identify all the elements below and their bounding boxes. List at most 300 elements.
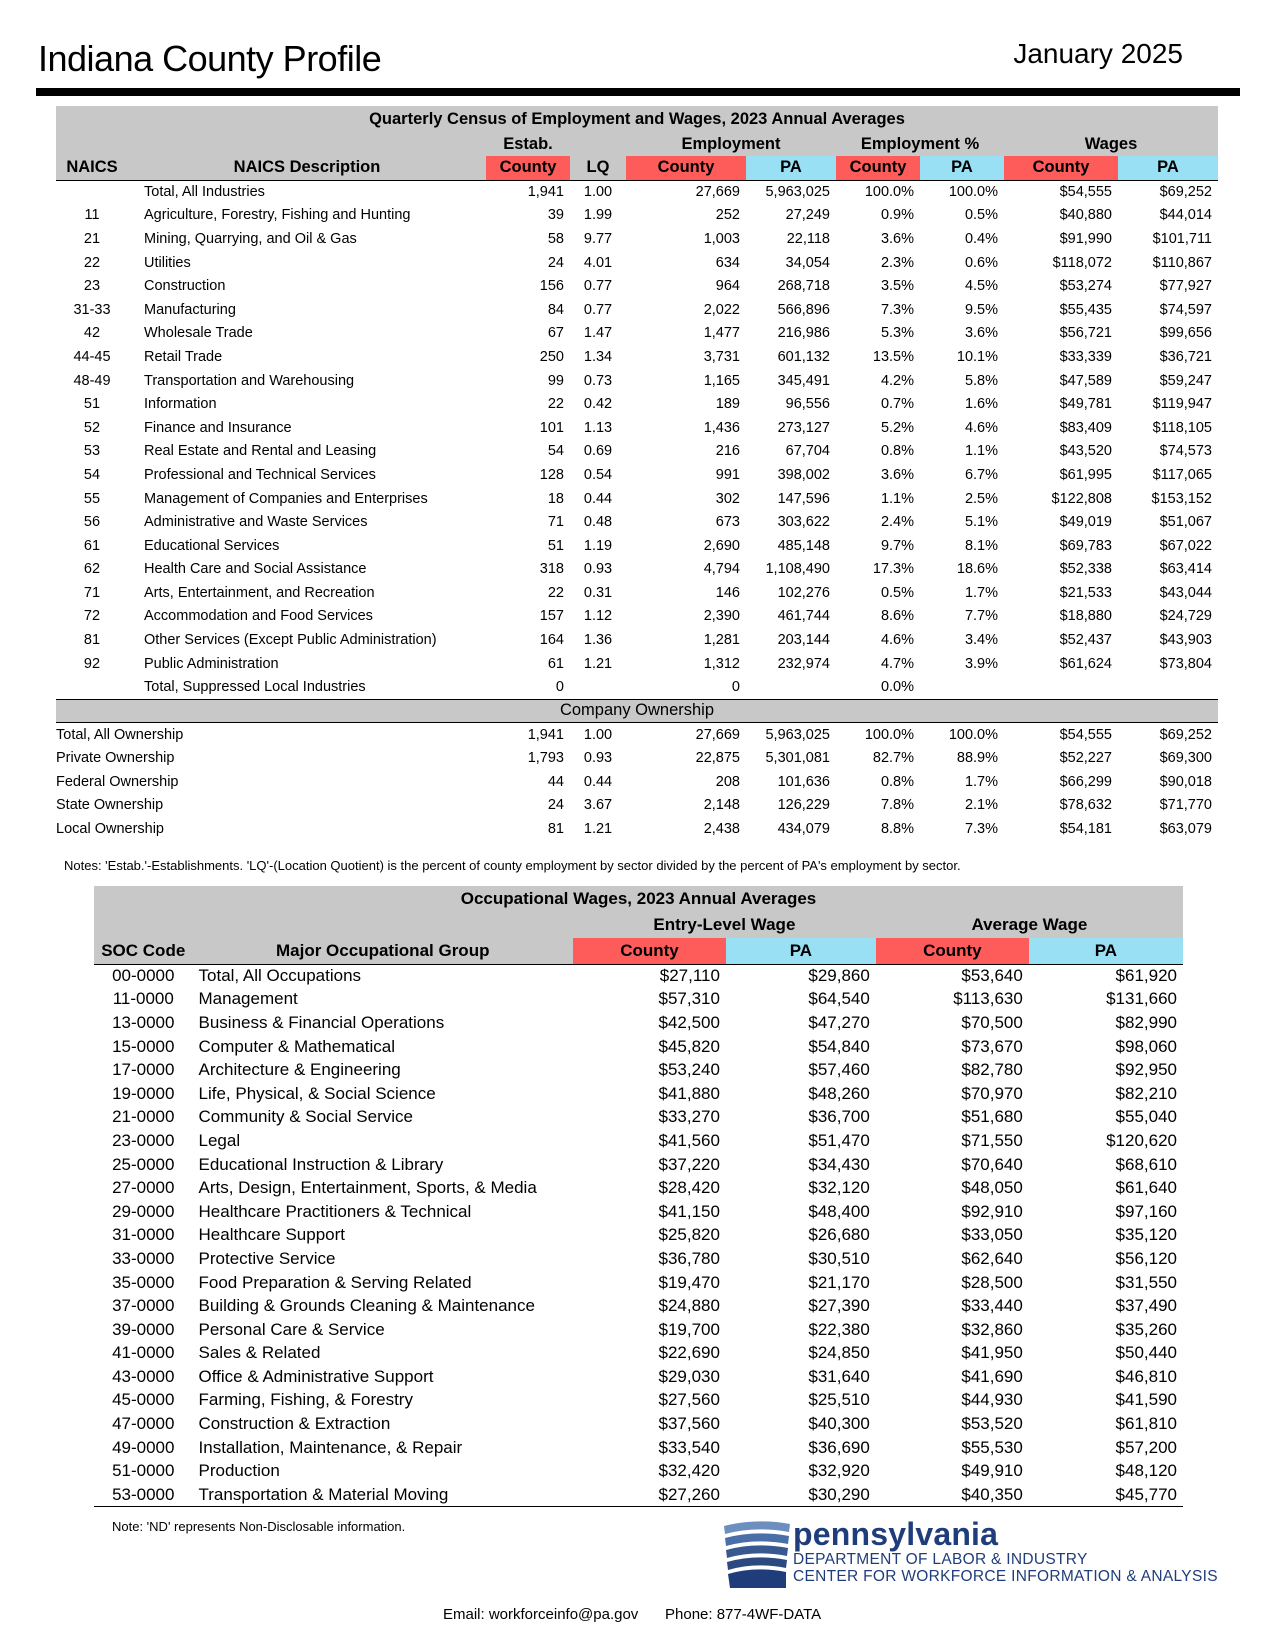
wages-county: $61,624 <box>1059 655 1112 672</box>
wages-pa: $69,252 <box>1159 184 1212 201</box>
average-pa: $56,120 <box>1115 1248 1177 1268</box>
entry-pa: $30,510 <box>808 1248 870 1268</box>
naics-code: 62 <box>83 561 101 578</box>
average-county: $70,970 <box>961 1083 1023 1103</box>
average-pa: $98,060 <box>1115 1036 1177 1056</box>
soc-code: 49-0000 <box>112 1437 175 1457</box>
qcew-title: Quarterly Census of Employment and Wages, 2023 Annual Averages <box>56 106 1218 132</box>
estab-county: 51 <box>547 537 564 554</box>
employment-county: 208 <box>715 773 740 790</box>
employment-county: 1,165 <box>703 372 740 389</box>
entry-pa: $54,840 <box>808 1036 870 1056</box>
entry-pa: $30,290 <box>726 1483 876 1507</box>
entry-county: $19,700 <box>658 1319 720 1339</box>
soc-code: 11-0000 <box>112 989 174 1009</box>
average-county: $33,440 <box>961 1296 1023 1316</box>
logo-wordmark: pennsylvania <box>793 1516 999 1552</box>
occupational-group: Community & Social Service <box>198 1107 413 1127</box>
naics-code: 61 <box>83 537 101 554</box>
estab-county: 39 <box>547 207 564 224</box>
average-pa: $82,990 <box>1115 1012 1177 1032</box>
wages-county: $53,274 <box>1059 278 1112 295</box>
lq: 4.01 <box>583 254 613 271</box>
employment-county: 4,794 <box>703 561 740 578</box>
entry-pa-header: PA <box>726 938 876 964</box>
average-pa: $57,200 <box>1115 1437 1177 1457</box>
naics-description: Wholesale Trade <box>144 325 253 342</box>
wages-pa: $118,105 <box>1152 419 1212 436</box>
occupation-row <box>94 1365 1183 1389</box>
average-county: $44,930 <box>961 1390 1023 1410</box>
occupational-group: Office & Administrative Support <box>198 1366 434 1386</box>
entry-county: $22,690 <box>658 1343 720 1363</box>
estab-county: 250 <box>539 348 564 365</box>
lq: 0.48 <box>583 514 613 531</box>
employment-pct-pa: 8.1% <box>964 537 998 554</box>
employment-pct-county-header: County <box>836 156 920 180</box>
average-pa: $31,550 <box>1115 1272 1177 1292</box>
employment-pct-county: 0.5% <box>880 584 914 601</box>
occupational-group: Total, All Occupations <box>198 966 362 986</box>
estab-county: 61 <box>547 655 564 672</box>
employment-county: 991 <box>715 466 740 483</box>
lq: 1.13 <box>583 419 613 436</box>
soc-code: 00-0000 <box>112 966 175 986</box>
estab-county: 156 <box>539 278 564 295</box>
occupational-group: Management <box>198 989 298 1009</box>
employment-county: 2,438 <box>703 820 740 837</box>
entry-county: $45,820 <box>658 1036 720 1056</box>
soc-code-header: SOC Code <box>94 938 193 964</box>
lq: 0.73 <box>583 372 613 389</box>
average-county: $28,500 <box>961 1272 1023 1292</box>
lq: 1.34 <box>583 348 613 365</box>
wages-county: $54,555 <box>1059 726 1112 743</box>
naics-code: 22 <box>83 254 101 271</box>
naics-description: Total, Suppressed Local Industries <box>128 675 486 699</box>
average-county: $113,630 <box>953 989 1023 1009</box>
occupation-row <box>94 1271 1183 1295</box>
occupational-group: Protective Service <box>198 1248 336 1268</box>
wages-county: $33,339 <box>1059 348 1112 365</box>
employment-pct-pa: 0.4% <box>964 230 998 247</box>
average-pa: $61,640 <box>1115 1178 1177 1198</box>
employment-pct-county: 8.6% <box>880 608 914 625</box>
employment-county: 2,690 <box>703 537 740 554</box>
employment-pct-pa: 1.7% <box>964 584 998 601</box>
lq: 1.36 <box>583 632 613 649</box>
naics-description: Construction <box>144 278 226 295</box>
wages-pa: $69,300 <box>1159 750 1212 767</box>
occupational-group: Personal Care & Service <box>198 1319 385 1339</box>
estab-county: 164 <box>539 632 564 649</box>
lq: 3.67 <box>583 797 613 814</box>
average-county: $41,690 <box>961 1366 1023 1386</box>
occupation-row <box>94 1318 1183 1342</box>
naics-description: Finance and Insurance <box>144 419 292 436</box>
estab-county: 18 <box>547 490 564 507</box>
qcew-table <box>56 106 1218 841</box>
employment-pct-pa: 100.0% <box>948 184 998 201</box>
occupational-group: Business & Financial Operations <box>198 1012 445 1032</box>
employment-pct-pa: 2.5% <box>964 490 998 507</box>
soc-code: 53-0000 <box>94 1483 193 1507</box>
employment-pct-county: 5.2% <box>880 419 914 436</box>
entry-pa: $47,270 <box>808 1012 870 1032</box>
ownership-row <box>56 817 1218 841</box>
occupation-row <box>94 988 1183 1012</box>
employment-pct-pa: 5.1% <box>964 514 998 531</box>
employment-pct-pa: 18.6% <box>956 561 998 578</box>
lq: 1.19 <box>583 537 613 554</box>
occupation-row <box>94 1389 1183 1413</box>
wages-county: $61,995 <box>1059 466 1112 483</box>
ownership-section-header <box>56 699 1218 723</box>
entry-county: $25,820 <box>658 1225 720 1245</box>
wages-pa: $44,014 <box>1159 207 1212 224</box>
entry-county: $33,540 <box>658 1437 720 1457</box>
occupation-row <box>94 1176 1183 1200</box>
occupational-group: Healthcare Practitioners & Technical <box>198 1201 472 1221</box>
estab-county: 157 <box>539 608 564 625</box>
employment-pa: 268,718 <box>777 278 830 295</box>
wages-county: $40,880 <box>1059 207 1112 224</box>
estab-county: 99 <box>547 372 564 389</box>
industry-row <box>56 227 1218 251</box>
occupational-group: Educational Instruction & Library <box>198 1154 444 1174</box>
naics-code: 42 <box>83 325 101 342</box>
industry-row <box>56 345 1218 369</box>
industry-row <box>56 416 1218 440</box>
occupation-row <box>94 1035 1183 1059</box>
wages-county: $122,808 <box>1051 490 1112 507</box>
employment-county: 252 <box>715 207 740 224</box>
ownership-type: State Ownership <box>56 797 164 814</box>
industry-row <box>56 298 1218 322</box>
occupational-group: Transportation & Material Moving <box>193 1483 573 1507</box>
estab-county: 54 <box>547 443 564 460</box>
employment-county: 1,477 <box>703 325 740 342</box>
estab-county: 24 <box>547 797 564 814</box>
average-pa: $45,770 <box>1029 1483 1183 1507</box>
industry-row <box>56 392 1218 416</box>
entry-county: $36,780 <box>658 1248 720 1268</box>
average-pa: $82,210 <box>1115 1083 1177 1103</box>
industry-row <box>56 274 1218 298</box>
wages-pa: $110,867 <box>1152 254 1212 271</box>
employment-pct-pa: 10.1% <box>956 348 998 365</box>
employment-county: 27,669 <box>695 726 740 743</box>
qcew-industry-rows <box>56 180 1218 841</box>
employment-pa: 67,704 <box>785 443 830 460</box>
employment-pct-county: 1.1% <box>880 490 914 507</box>
employment-county: 216 <box>715 443 740 460</box>
employment-pct-pa: 2.1% <box>964 797 998 814</box>
employment-pct-pa: 4.6% <box>964 419 998 436</box>
wages-pa: $43,044 <box>1159 584 1212 601</box>
entry-pa: $48,260 <box>808 1083 870 1103</box>
logo-center: CENTER FOR WORKFORCE INFORMATION & ANALYSIS <box>793 1568 1218 1585</box>
naics-description: Arts, Entertainment, and Recreation <box>144 584 375 601</box>
average-county: $92,910 <box>961 1201 1023 1221</box>
naics-code: 56 <box>83 514 101 531</box>
average-pa: $55,040 <box>1115 1107 1177 1127</box>
average-county: $62,640 <box>961 1248 1023 1268</box>
soc-code: 25-0000 <box>112 1154 175 1174</box>
soc-code: 33-0000 <box>112 1248 175 1268</box>
wages-county: $52,338 <box>1059 561 1112 578</box>
wages-pa: $71,770 <box>1159 797 1212 814</box>
contact-email[interactable]: Email: workforceinfo@pa.gov <box>443 1606 639 1623</box>
industry-row <box>56 487 1218 511</box>
wages-pa: $119,947 <box>1152 396 1212 413</box>
employment-pa: 126,229 <box>777 797 830 814</box>
employment-pct-county: 82.7% <box>872 750 914 767</box>
employment-pa <box>746 675 836 699</box>
employment-pct-county: 0.7% <box>880 396 914 413</box>
wages-pa: $77,927 <box>1159 278 1212 295</box>
estab-county: 0 <box>486 675 570 699</box>
average-pa: $35,260 <box>1115 1319 1177 1339</box>
employment-county: 2,148 <box>703 797 740 814</box>
naics-code: 31-33 <box>73 301 111 318</box>
soc-code: 39-0000 <box>112 1319 175 1339</box>
employment-pa: 566,896 <box>777 301 830 318</box>
entry-pa: $22,380 <box>808 1319 870 1339</box>
lq: 0.69 <box>583 443 613 460</box>
ownership-type: Federal Ownership <box>56 773 179 790</box>
naics-description: Total, All Industries <box>144 184 265 201</box>
employment-pct-pa: 5.8% <box>964 372 998 389</box>
entry-pa: $26,680 <box>808 1225 870 1245</box>
entry-county-header: County <box>573 938 726 964</box>
oes-table <box>94 886 1183 1507</box>
soc-code: 13-0000 <box>112 1012 175 1032</box>
industry-row <box>56 440 1218 464</box>
occupation-row <box>94 1129 1183 1153</box>
average-pa: $41,590 <box>1115 1390 1177 1410</box>
employment-pct-pa: 1.1% <box>964 443 998 460</box>
occupational-group: Legal <box>198 1130 241 1150</box>
entry-county: $42,500 <box>658 1012 720 1032</box>
lq: 1.47 <box>583 325 613 342</box>
employment-pct-pa: 0.6% <box>964 254 998 271</box>
wages-county: $91,990 <box>1059 230 1112 247</box>
employment-pa: 203,144 <box>777 632 830 649</box>
occupational-group: Arts, Design, Entertainment, Sports, & Media <box>198 1178 537 1198</box>
employment-pa: 345,491 <box>777 372 830 389</box>
entry-pa: $31,640 <box>808 1366 870 1386</box>
lq: 0.77 <box>583 278 613 295</box>
employment-pct-pa: 7.7% <box>964 608 998 625</box>
naics-code: 52 <box>83 419 101 436</box>
wages-county: $54,181 <box>1059 820 1112 837</box>
average-pa: $68,610 <box>1115 1154 1177 1174</box>
entry-pa: $32,120 <box>808 1178 870 1198</box>
occupation-row <box>94 1483 1183 1507</box>
employment-pct-county: 100.0% <box>864 726 914 743</box>
entry-county: $41,560 <box>658 1130 720 1150</box>
industry-row <box>56 463 1218 487</box>
ownership-type: Local Ownership <box>56 820 164 837</box>
entry-county: $41,150 <box>658 1201 720 1221</box>
employment-county: 1,312 <box>703 655 740 672</box>
average-pa: $35,120 <box>1115 1225 1177 1245</box>
average-county: $51,680 <box>961 1107 1023 1127</box>
employment-pa: 96,556 <box>785 396 830 413</box>
average-pa: $131,660 <box>1106 989 1177 1009</box>
naics-code: 11 <box>84 207 100 224</box>
entry-pa: $64,540 <box>808 989 870 1009</box>
occupational-group: Life, Physical, & Social Science <box>198 1083 436 1103</box>
estab-group-header: Estab. <box>486 132 570 156</box>
occupational-group: Construction & Extraction <box>198 1414 391 1434</box>
industry-row <box>56 581 1218 605</box>
soc-code: 29-0000 <box>112 1201 175 1221</box>
average-county: $48,050 <box>961 1178 1023 1198</box>
employment-pct-county: 17.3% <box>872 561 914 578</box>
ownership-title: Company Ownership <box>56 699 1218 723</box>
occupation-row <box>94 1082 1183 1106</box>
entry-pa: $34,430 <box>808 1154 870 1174</box>
naics-description: Educational Services <box>144 537 280 554</box>
ownership-row <box>56 770 1218 794</box>
employment-pct-pa: 3.4% <box>964 632 998 649</box>
employment-pct-county: 3.6% <box>880 466 914 483</box>
entry-pa: $27,390 <box>808 1296 870 1316</box>
soc-code: 47-0000 <box>112 1414 175 1434</box>
naics-code: 81 <box>83 632 101 649</box>
entry-county: $19,470 <box>658 1272 720 1292</box>
employment-pa: 303,622 <box>777 514 830 531</box>
soc-code: 51-0000 <box>112 1461 175 1481</box>
lq: 1.21 <box>583 820 613 837</box>
naics-description: Management of Companies and Enterprises <box>144 490 428 507</box>
employment-pa: 461,744 <box>777 608 830 625</box>
entry-pa: $36,700 <box>808 1107 870 1127</box>
keystone-icon <box>722 1520 790 1588</box>
average-county: $82,780 <box>961 1060 1023 1080</box>
average-county: $49,910 <box>961 1461 1023 1481</box>
employment-county: 3,731 <box>703 348 740 365</box>
average-county-header: County <box>876 938 1029 964</box>
soc-code: 19-0000 <box>112 1083 175 1103</box>
estab-county: 71 <box>547 514 564 531</box>
entry-county: $57,310 <box>658 989 720 1009</box>
naics-description: Other Services (Except Public Administration) <box>144 632 437 649</box>
industry-row <box>56 628 1218 652</box>
employment-pa: 273,127 <box>777 419 830 436</box>
wages-pa: $90,018 <box>1159 773 1212 790</box>
occupational-group: Sales & Related <box>198 1343 321 1363</box>
ownership-row <box>56 793 1218 817</box>
wages-county: $78,632 <box>1059 797 1112 814</box>
employment-pct-county: 4.6% <box>880 632 914 649</box>
wages-county: $56,721 <box>1059 325 1112 342</box>
employment-pa: 1,108,490 <box>765 561 830 578</box>
wages-county: $49,019 <box>1059 514 1112 531</box>
occupation-row <box>94 1011 1183 1035</box>
wages-county: $118,072 <box>1052 254 1112 271</box>
oes-title: Occupational Wages, 2023 Annual Averages <box>94 886 1183 912</box>
employment-county: 2,390 <box>703 608 740 625</box>
soc-code: 21-0000 <box>112 1107 175 1127</box>
lq: 1.99 <box>583 207 613 224</box>
employment-county: 1,436 <box>703 419 740 436</box>
employment-pa: 22,118 <box>786 230 830 247</box>
estab-county: 58 <box>547 230 564 247</box>
entry-pa: $24,850 <box>808 1343 870 1363</box>
employment-pa-header: PA <box>746 156 836 180</box>
naics-code: 55 <box>83 490 101 507</box>
employment-pct-county: 7.8% <box>880 797 914 814</box>
wages-pa: $69,252 <box>1159 726 1212 743</box>
occupational-group: Computer & Mathematical <box>198 1036 396 1056</box>
employment-pct-pa: 1.6% <box>964 396 998 413</box>
naics-code: 44-45 <box>73 348 111 365</box>
ownership-type: Private Ownership <box>56 750 175 767</box>
employment-pa: 27,249 <box>785 207 830 224</box>
wages-pa: $63,079 <box>1159 820 1212 837</box>
wages-pa: $51,067 <box>1159 514 1212 531</box>
employment-pa: 398,002 <box>777 466 830 483</box>
title-rule <box>36 88 1240 96</box>
lq: 0.44 <box>583 490 613 507</box>
employment-pct-county: 5.3% <box>880 325 914 342</box>
employment-county: 0 <box>626 675 746 699</box>
naics-description: Real Estate and Rental and Leasing <box>144 443 377 460</box>
employment-pct-pa: 0.5% <box>964 207 998 224</box>
industry-row <box>56 534 1218 558</box>
employment-pa: 5,963,025 <box>765 726 830 743</box>
employment-pa: 5,301,081 <box>765 750 830 767</box>
entry-county: $33,270 <box>658 1107 720 1127</box>
employment-county: 146 <box>715 584 740 601</box>
employment-pct-pa: 3.9% <box>964 655 998 672</box>
average-pa: $61,920 <box>1115 966 1177 986</box>
naics-description: Agriculture, Forestry, Fishing and Hunting <box>144 207 411 224</box>
industry-row <box>56 605 1218 629</box>
employment-pct-county: 2.3% <box>880 254 914 271</box>
soc-code: 41-0000 <box>112 1343 175 1363</box>
contact-phone: Phone: 877-4WF-DATA <box>665 1606 822 1623</box>
estab-county: 1,941 <box>527 184 564 201</box>
lq: 1.21 <box>583 655 613 672</box>
soc-code: 35-0000 <box>112 1272 175 1292</box>
lq <box>570 675 626 699</box>
naics-description: Utilities <box>144 254 191 271</box>
employment-pct-county: 0.0% <box>836 675 920 699</box>
average-pa-header: PA <box>1029 938 1183 964</box>
average-county: $40,350 <box>876 1483 1029 1507</box>
industry-row <box>56 652 1218 676</box>
naics-code: 21 <box>83 230 101 247</box>
employment-pct-group-header: Employment % <box>836 132 1004 156</box>
employment-county: 189 <box>715 396 740 413</box>
employment-pct-county: 4.7% <box>880 655 914 672</box>
wages-pa: $67,022 <box>1159 537 1212 554</box>
wages-county: $83,409 <box>1059 419 1112 436</box>
employment-pct-county: 4.2% <box>880 372 914 389</box>
employment-pa: 147,596 <box>777 490 830 507</box>
naics-code: 48-49 <box>73 372 111 389</box>
wages-county: $43,520 <box>1059 443 1112 460</box>
employment-county: 673 <box>715 514 740 531</box>
entry-county: $27,260 <box>573 1483 726 1507</box>
wages-pa: $59,247 <box>1159 372 1212 389</box>
occupation-row <box>94 1200 1183 1224</box>
employment-group-header: Employment <box>626 132 836 156</box>
